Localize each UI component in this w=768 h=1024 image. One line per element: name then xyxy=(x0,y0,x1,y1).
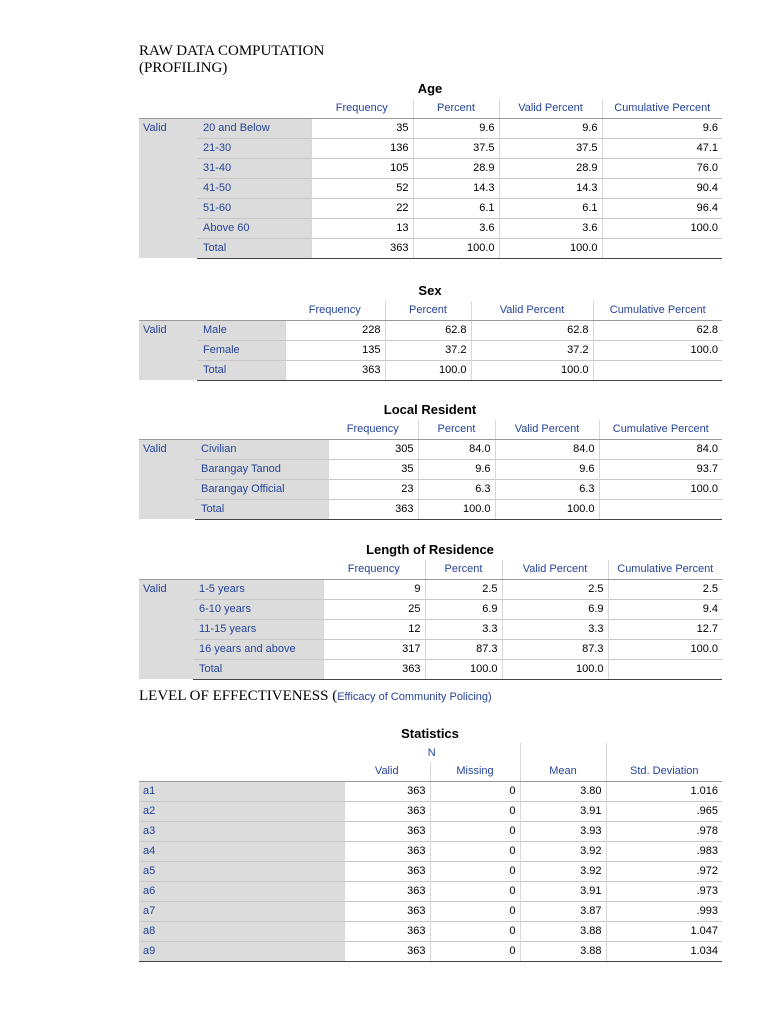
local-resident-table-title: Local Resident xyxy=(383,402,477,417)
row-label: 51-60 xyxy=(197,198,311,218)
valid-percent-value: 87.3 xyxy=(502,639,608,659)
percent-value: 37.2 xyxy=(385,340,471,360)
table-row xyxy=(139,499,722,519)
percent-value: 100.0 xyxy=(385,360,471,380)
mean-value: 3.91 xyxy=(520,881,606,901)
frequency-value: 22 xyxy=(311,198,413,218)
document-heading xyxy=(139,43,324,77)
statistics-table-title: Statistics xyxy=(401,726,459,741)
n-missing-value: 0 xyxy=(430,821,520,841)
n-valid-value: 363 xyxy=(344,821,430,841)
table-row xyxy=(139,320,722,340)
std-deviation-value: .983 xyxy=(606,841,722,861)
table-row xyxy=(139,619,722,639)
item-label: a6 xyxy=(139,881,344,901)
valid-percent-value: 37.5 xyxy=(499,138,602,158)
cumulative-percent-value xyxy=(608,659,722,679)
std-deviation-value: 1.034 xyxy=(606,941,722,961)
col-valid-percent: Valid Percent xyxy=(495,420,599,439)
valid-percent-value: 6.3 xyxy=(495,479,599,499)
frequency-value: 9 xyxy=(323,579,425,599)
cumulative-percent-value: 76.0 xyxy=(602,158,722,178)
table-row xyxy=(139,198,722,218)
group-label: Valid xyxy=(139,439,195,519)
frequency-value: 136 xyxy=(311,138,413,158)
n-missing-value: 0 xyxy=(430,941,520,961)
row-label: 31-40 xyxy=(197,158,311,178)
col-mean: Mean xyxy=(520,762,606,781)
col-valid-percent: Valid Percent xyxy=(499,99,602,118)
col-cumulative-percent: Cumulative Percent xyxy=(593,301,722,320)
heading-line-2: (PROFILING) xyxy=(139,60,228,76)
frequency-value: 363 xyxy=(285,360,385,380)
item-label: a8 xyxy=(139,921,344,941)
table-row xyxy=(139,639,722,659)
mean-value: 3.91 xyxy=(520,801,606,821)
row-label: 1-5 years xyxy=(193,579,323,599)
n-valid-value: 363 xyxy=(344,801,430,821)
n-missing-value: 0 xyxy=(430,881,520,901)
table-row xyxy=(139,118,722,138)
percent-value: 100.0 xyxy=(425,659,502,679)
percent-value: 6.1 xyxy=(413,198,499,218)
n-header: N xyxy=(427,746,436,759)
table-row xyxy=(139,238,722,258)
n-valid-value: 363 xyxy=(344,841,430,861)
mean-value: 3.92 xyxy=(520,841,606,861)
cumulative-percent-value: 93.7 xyxy=(599,459,722,479)
row-label: 20 and Below xyxy=(197,118,311,138)
valid-percent-value: 6.1 xyxy=(499,198,602,218)
header-spacer xyxy=(139,99,311,118)
row-label: 11-15 years xyxy=(193,619,323,639)
frequency-value: 13 xyxy=(311,218,413,238)
col-std-deviation: Std. Deviation xyxy=(606,762,722,781)
valid-percent-value: 28.9 xyxy=(499,158,602,178)
table-row xyxy=(139,158,722,178)
cumulative-percent-value: 9.6 xyxy=(602,118,722,138)
length-of-residence-table-title: Length of Residence xyxy=(366,542,494,557)
cumulative-percent-value: 47.1 xyxy=(602,138,722,158)
percent-value: 9.6 xyxy=(413,118,499,138)
frequency-value: 35 xyxy=(328,459,418,479)
table-row xyxy=(139,360,722,380)
row-label: Total xyxy=(195,499,328,519)
table-row xyxy=(139,439,722,459)
n-valid-value: 363 xyxy=(344,921,430,941)
item-label: a4 xyxy=(139,841,344,861)
valid-percent-value: 100.0 xyxy=(495,499,599,519)
valid-percent-value: 84.0 xyxy=(495,439,599,459)
row-label: Total xyxy=(197,360,285,380)
cumulative-percent-value: 62.8 xyxy=(593,320,722,340)
frequency-value: 228 xyxy=(285,320,385,340)
col-percent: Percent xyxy=(425,560,502,579)
frequency-value: 35 xyxy=(311,118,413,138)
row-label: Civilian xyxy=(195,439,328,459)
table-row xyxy=(139,659,722,679)
valid-percent-value: 6.9 xyxy=(502,599,608,619)
valid-percent-value: 14.3 xyxy=(499,178,602,198)
col-percent: Percent xyxy=(418,420,495,439)
effectiveness-heading xyxy=(139,688,492,706)
col-frequency: Frequency xyxy=(311,99,413,118)
std-deviation-value: 1.047 xyxy=(606,921,722,941)
n-missing-value: 0 xyxy=(430,921,520,941)
table-row xyxy=(139,781,722,801)
cumulative-percent-value xyxy=(599,499,722,519)
std-deviation-value: .993 xyxy=(606,901,722,921)
heading-line-1: RAW DATA COMPUTATION xyxy=(139,43,325,59)
frequency-value: 363 xyxy=(323,659,425,679)
n-missing-value: 0 xyxy=(430,841,520,861)
sex-table-title: Sex xyxy=(418,283,442,298)
std-deviation-value: .972 xyxy=(606,861,722,881)
percent-value: 3.3 xyxy=(425,619,502,639)
n-valid-value: 363 xyxy=(344,881,430,901)
table-row xyxy=(139,138,722,158)
group-label: Valid xyxy=(139,579,193,679)
col-frequency: Frequency xyxy=(285,301,385,320)
age-frequency-table xyxy=(139,99,722,259)
frequency-value: 363 xyxy=(328,499,418,519)
table-row xyxy=(139,459,722,479)
table-row xyxy=(139,901,722,921)
percent-value: 62.8 xyxy=(385,320,471,340)
cumulative-percent-value: 9.4 xyxy=(608,599,722,619)
col-cumulative-percent: Cumulative Percent xyxy=(608,560,722,579)
row-label: Barangay Official xyxy=(195,479,328,499)
valid-percent-value: 62.8 xyxy=(471,320,593,340)
col-cumulative-percent: Cumulative Percent xyxy=(599,420,722,439)
mean-value: 3.87 xyxy=(520,901,606,921)
frequency-value: 23 xyxy=(328,479,418,499)
row-label: 21-30 xyxy=(197,138,311,158)
n-missing-value: 0 xyxy=(430,901,520,921)
frequency-value: 105 xyxy=(311,158,413,178)
frequency-value: 363 xyxy=(311,238,413,258)
n-missing-value: 0 xyxy=(430,801,520,821)
row-label: 16 years and above xyxy=(193,639,323,659)
mean-value: 3.93 xyxy=(520,821,606,841)
table-row xyxy=(139,841,722,861)
local-resident-frequency-table xyxy=(139,420,722,520)
row-label: Total xyxy=(193,659,323,679)
item-label: a7 xyxy=(139,901,344,921)
row-label: Barangay Tanod xyxy=(195,459,328,479)
percent-value: 6.9 xyxy=(425,599,502,619)
col-missing: Missing xyxy=(430,762,520,781)
cumulative-percent-value: 2.5 xyxy=(608,579,722,599)
percent-value: 100.0 xyxy=(413,238,499,258)
row-label: Above 60 xyxy=(197,218,311,238)
frequency-value: 12 xyxy=(323,619,425,639)
col-percent: Percent xyxy=(413,99,499,118)
percent-value: 37.5 xyxy=(413,138,499,158)
col-frequency: Frequency xyxy=(323,560,425,579)
frequency-value: 305 xyxy=(328,439,418,459)
table-row xyxy=(139,801,722,821)
cumulative-percent-value: 12.7 xyxy=(608,619,722,639)
frequency-value: 25 xyxy=(323,599,425,619)
n-valid-value: 363 xyxy=(344,941,430,961)
mean-value: 3.80 xyxy=(520,781,606,801)
mean-value: 3.88 xyxy=(520,921,606,941)
cumulative-percent-value xyxy=(593,360,722,380)
percent-value: 6.3 xyxy=(418,479,495,499)
std-deviation-value: .965 xyxy=(606,801,722,821)
table-row xyxy=(139,479,722,499)
item-label: a5 xyxy=(139,861,344,881)
percent-value: 9.6 xyxy=(418,459,495,479)
table-row xyxy=(139,861,722,881)
valid-percent-value: 3.6 xyxy=(499,218,602,238)
valid-percent-value: 37.2 xyxy=(471,340,593,360)
col-frequency: Frequency xyxy=(328,420,418,439)
length-of-residence-frequency-table xyxy=(139,560,722,680)
row-label: 6-10 years xyxy=(193,599,323,619)
percent-value: 28.9 xyxy=(413,158,499,178)
effectiveness-heading-sub: Efficacy of Community Policing) xyxy=(337,691,492,703)
row-label: Total xyxy=(197,238,311,258)
n-valid-value: 363 xyxy=(344,901,430,921)
age-table-title: Age xyxy=(417,81,443,96)
col-percent: Percent xyxy=(385,301,471,320)
table-row xyxy=(139,941,722,961)
table-row xyxy=(139,579,722,599)
cumulative-percent-value: 100.0 xyxy=(599,479,722,499)
table-row xyxy=(139,218,722,238)
valid-percent-value: 9.6 xyxy=(499,118,602,138)
valid-percent-value: 3.3 xyxy=(502,619,608,639)
valid-percent-value: 9.6 xyxy=(495,459,599,479)
cumulative-percent-value: 90.4 xyxy=(602,178,722,198)
percent-value: 14.3 xyxy=(413,178,499,198)
col-valid: Valid xyxy=(344,762,430,781)
std-deviation-value: .973 xyxy=(606,881,722,901)
std-deviation-value: 1.016 xyxy=(606,781,722,801)
table-row xyxy=(139,881,722,901)
mean-value: 3.92 xyxy=(520,861,606,881)
valid-percent-value: 2.5 xyxy=(502,579,608,599)
valid-percent-value: 100.0 xyxy=(471,360,593,380)
cumulative-percent-value: 96.4 xyxy=(602,198,722,218)
item-label: a9 xyxy=(139,941,344,961)
statistics-table xyxy=(139,743,722,962)
item-label: a1 xyxy=(139,781,344,801)
percent-value: 84.0 xyxy=(418,439,495,459)
n-missing-value: 0 xyxy=(430,861,520,881)
col-valid-percent: Valid Percent xyxy=(471,301,593,320)
table-row xyxy=(139,921,722,941)
valid-percent-value: 100.0 xyxy=(499,238,602,258)
percent-value: 100.0 xyxy=(418,499,495,519)
cumulative-percent-value: 84.0 xyxy=(599,439,722,459)
n-missing-value: 0 xyxy=(430,781,520,801)
effectiveness-heading-main: LEVEL OF EFFECTIVENESS ( xyxy=(139,688,338,704)
percent-value: 3.6 xyxy=(413,218,499,238)
percent-value: 87.3 xyxy=(425,639,502,659)
item-label: a3 xyxy=(139,821,344,841)
std-deviation-value: .978 xyxy=(606,821,722,841)
table-row xyxy=(139,599,722,619)
row-label: 41-50 xyxy=(197,178,311,198)
table-row xyxy=(139,821,722,841)
group-label: Valid xyxy=(139,320,197,380)
table-row xyxy=(139,340,722,360)
mean-value: 3.88 xyxy=(520,941,606,961)
frequency-value: 135 xyxy=(285,340,385,360)
cumulative-percent-value xyxy=(602,238,722,258)
sex-frequency-table xyxy=(139,301,722,381)
cumulative-percent-value: 100.0 xyxy=(608,639,722,659)
frequency-value: 52 xyxy=(311,178,413,198)
n-valid-value: 363 xyxy=(344,861,430,881)
item-label: a2 xyxy=(139,801,344,821)
group-label: Valid xyxy=(139,118,197,258)
col-valid-percent: Valid Percent xyxy=(502,560,608,579)
table-row xyxy=(139,178,722,198)
frequency-value: 317 xyxy=(323,639,425,659)
valid-percent-value: 100.0 xyxy=(502,659,608,679)
row-label: Male xyxy=(197,320,285,340)
col-cumulative-percent: Cumulative Percent xyxy=(602,99,722,118)
cumulative-percent-value: 100.0 xyxy=(602,218,722,238)
cumulative-percent-value: 100.0 xyxy=(593,340,722,360)
n-valid-value: 363 xyxy=(344,781,430,801)
percent-value: 2.5 xyxy=(425,579,502,599)
row-label: Female xyxy=(197,340,285,360)
